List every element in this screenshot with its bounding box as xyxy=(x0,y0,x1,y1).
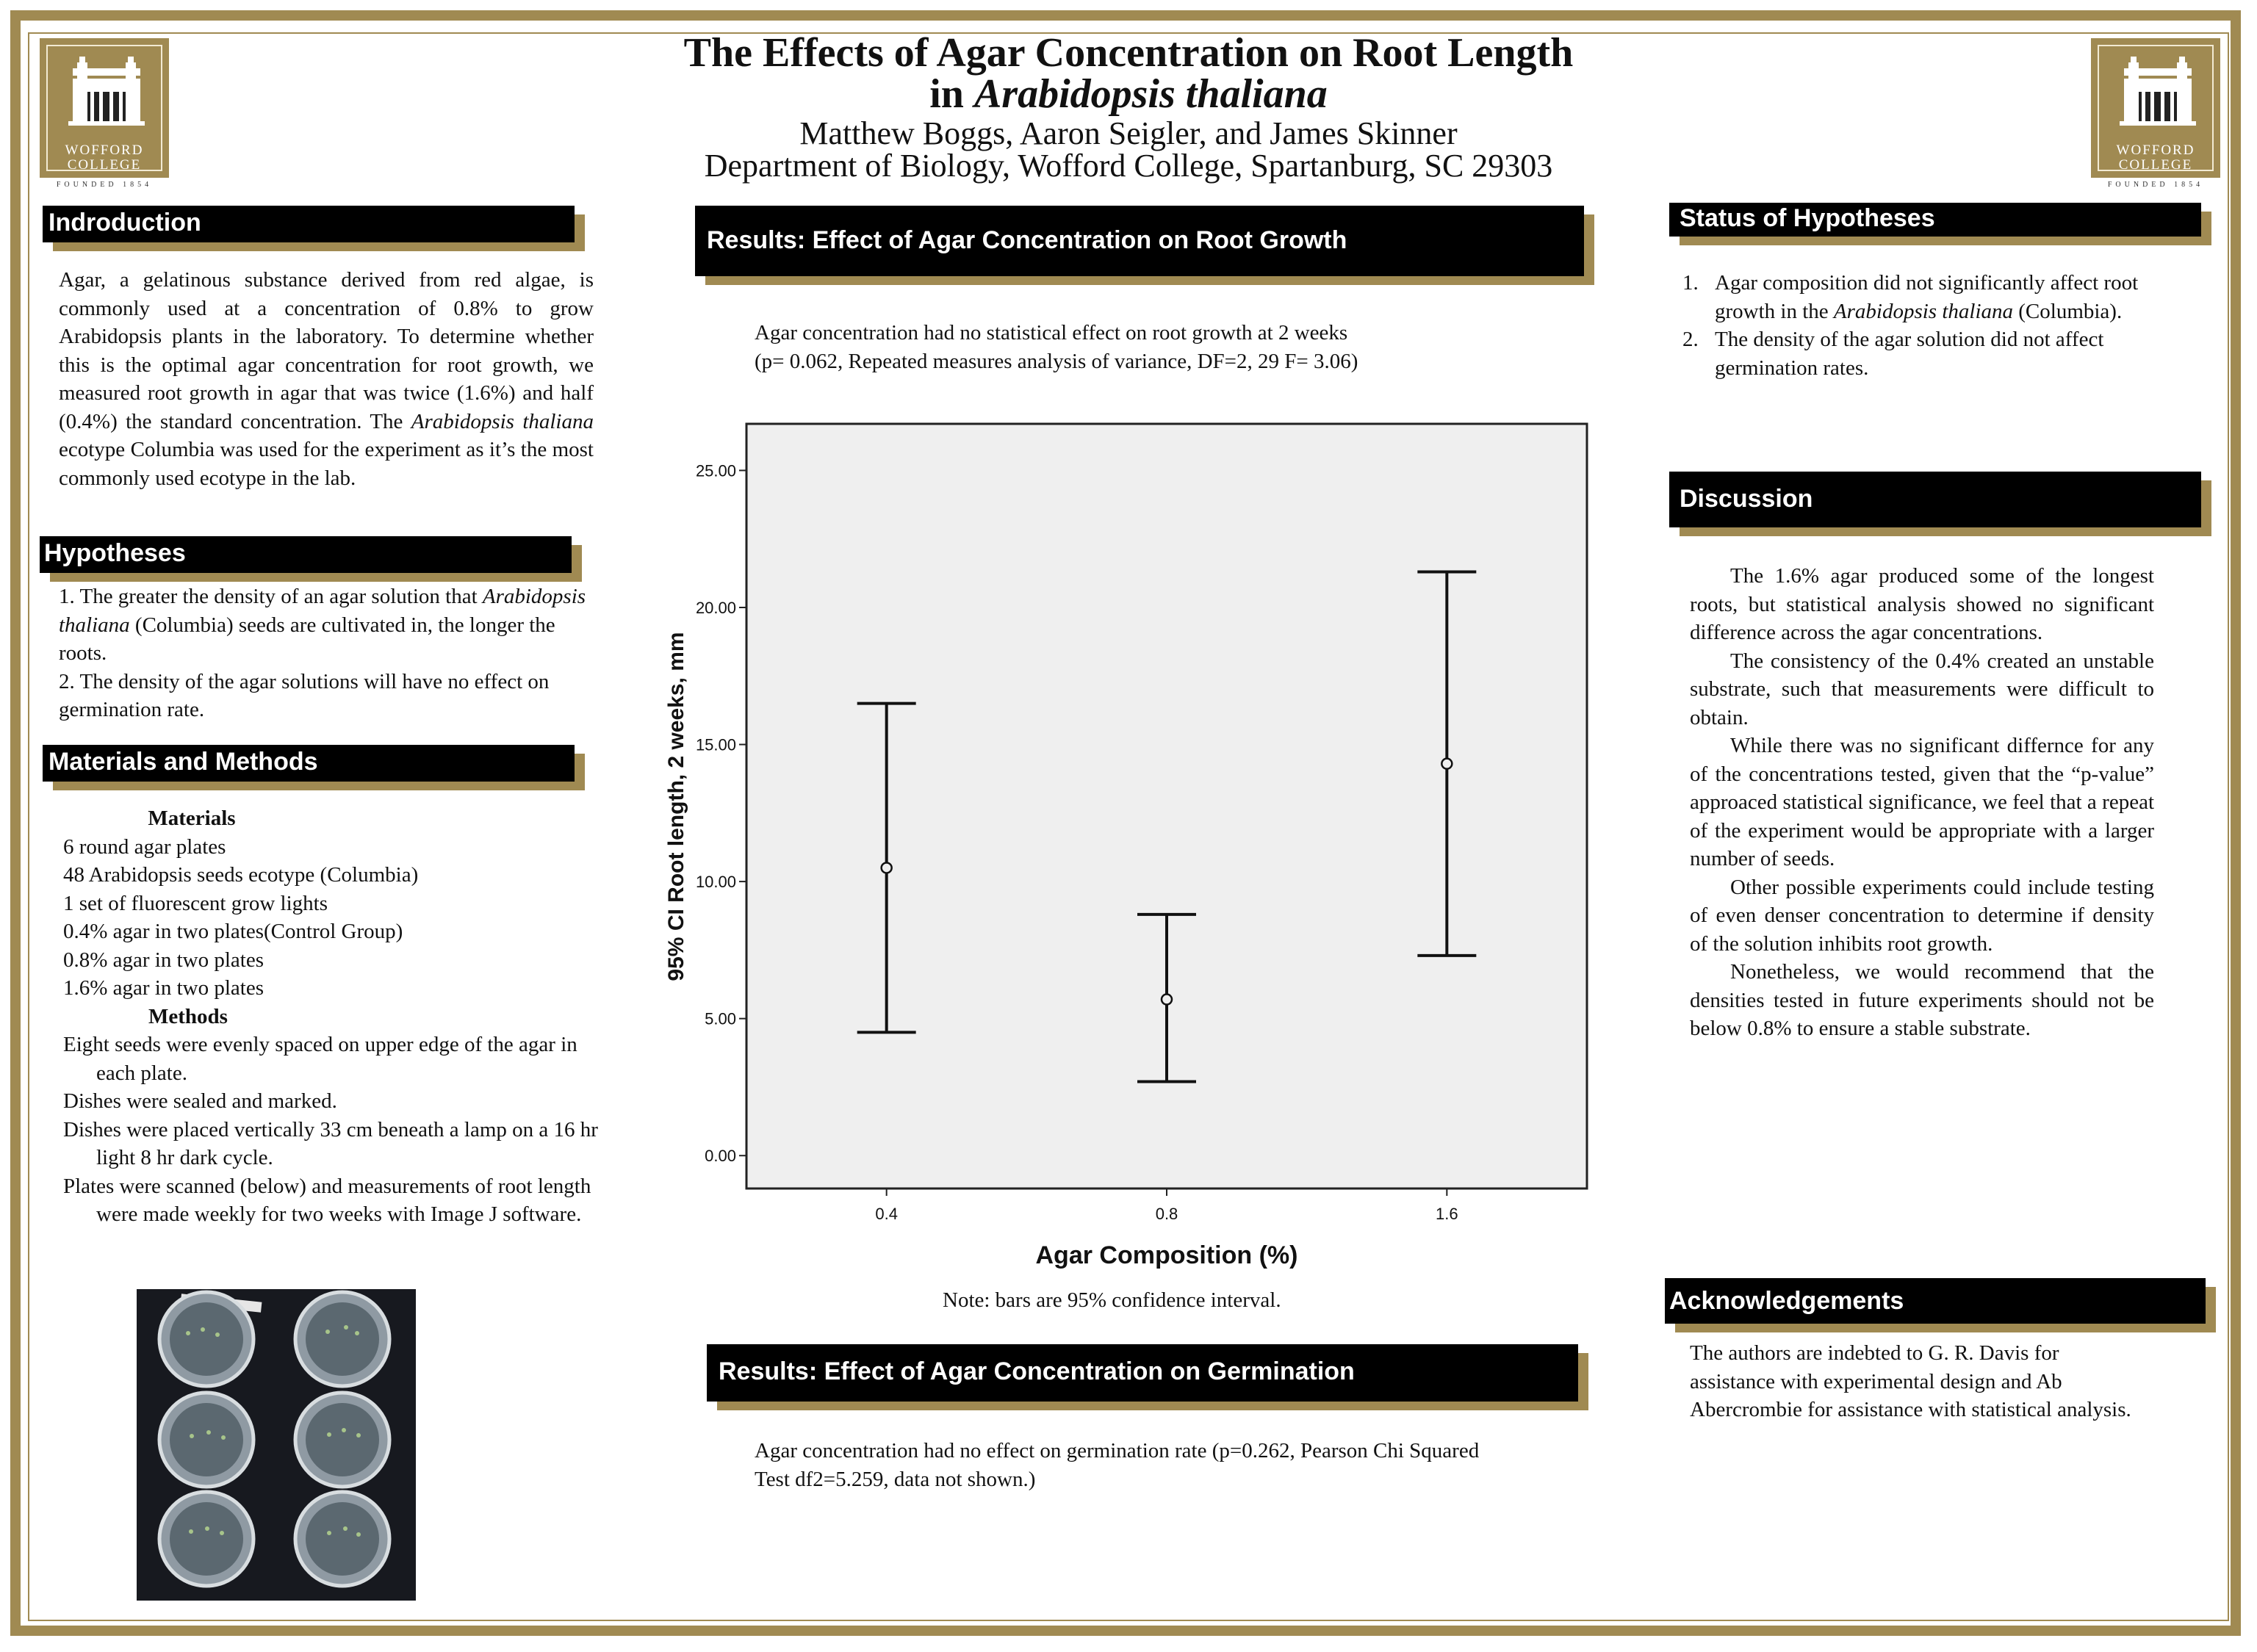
discussion-paragraph: The consistency of the 0.4% created an unstable substrate, such that measurements were difficult to obtain. xyxy=(1690,649,2154,729)
materials-methods-heading: Materials and Methods xyxy=(43,745,575,782)
material-item: 1.6% agar in two plates xyxy=(63,976,264,1000)
methods-title: Methods xyxy=(148,1004,228,1028)
introduction-heading: Indroduction xyxy=(43,206,575,242)
wofford-logo-right xyxy=(2091,38,2220,188)
materials-methods-text xyxy=(63,804,607,1229)
wofford-logo-left xyxy=(40,38,169,188)
introduction-text: Agar, a gelatinous substance derived from red algae, is commonly used at a concentration of 0.8% to grow Arabidopsis plants in the laboratory. To determine whether this is the optimal agar concentration for root growth, we measured root growth in agar that was twice (1.6%) and half (0.4%) the standard concentration. The Arabidopsis thaliana ecotype Columbia was used for the experiment as it’s the most commonly used ecotype in the lab. xyxy=(59,268,594,490)
poster-header xyxy=(184,32,2073,182)
acknowledgements-text: The authors are indebted to G. R. Davis for assistance with experimental design and Ab Abercrombie for assistance with statistical analysis. xyxy=(1690,1341,2131,1421)
y-tick-label: 5.00 xyxy=(705,1009,736,1028)
x-tick-label: 0.4 xyxy=(875,1205,898,1223)
results-germination-text: Agar concentration had no effect on germination rate (p=0.262, Pearson Chi Squared Test df2=5.259, data not shown.) xyxy=(755,1439,1480,1491)
results-root-heading: Results: Effect of Agar Concentration on Root Growth xyxy=(695,206,1584,276)
status-item: 2. The density of the agar solution did not affect germination rates. xyxy=(1682,328,2104,380)
y-axis xyxy=(696,461,746,1165)
hypothesis-2: 2. The density of the agar solutions will have no effect on germination rate. xyxy=(59,669,550,721)
method-step: Dishes were sealed and marked. xyxy=(63,1089,337,1113)
method-step: Eight seeds were evenly spaced on upper edge of the agar in each plate. xyxy=(63,1033,577,1085)
x-axis-label: Agar Composition (%) xyxy=(1035,1241,1298,1269)
mean-point xyxy=(1162,995,1172,1005)
y-tick-label: 10.00 xyxy=(695,873,736,892)
material-item: 0.4% agar in two plates(Control Group) xyxy=(63,920,403,943)
status-item: 1. Agar composition did not significantly affect root growth in the Arabidopsis thaliana (Columbia). xyxy=(1682,271,2139,323)
results-germination-heading: Results: Effect of Agar Concentration on Germination xyxy=(707,1344,1578,1402)
logo-line1: WOFFORD xyxy=(2116,143,2195,158)
mean-point xyxy=(1441,759,1452,769)
x-axis xyxy=(875,1188,1458,1223)
y-axis-label: 95% CI Root length, 2 weeks, mm xyxy=(664,632,688,981)
discussion-paragraph: The 1.6% agar produced some of the longest roots, but statistical analysis showed no significant difference across the agar concentrations. xyxy=(1690,564,2154,644)
logo-founded: FOUNDED 1854 xyxy=(2107,181,2204,189)
acknowledgements-heading: Acknowledgements xyxy=(1665,1278,2206,1324)
logo-line2: COLLEGE xyxy=(2118,157,2193,173)
material-item: 6 round agar plates xyxy=(63,834,226,859)
poster-title-line2: in Arabidopsis thaliana xyxy=(929,71,1328,117)
discussion-paragraph: While there was no significant differnce for any of the concentrations tested, given that the “p-value” approaced statistical significance, we feel that a repeat of the experiment would be appropriate with a larger number of seeds. xyxy=(1690,734,2154,870)
status-text xyxy=(1682,269,2160,382)
discussion-paragraph: Other possible experiments could include testing of even denser concentration to determine if density of the solution inhibits root growth. xyxy=(1690,875,2154,956)
species-name: Arabidopsis thaliana xyxy=(973,71,1328,117)
scanned-agar-plates-photo xyxy=(137,1289,416,1601)
material-item: 48 Arabidopsis seeds ecotype (Columbia) xyxy=(63,863,419,887)
authors: Matthew Boggs, Aaron Seigler, and James Skinner xyxy=(799,115,1458,151)
hypotheses-heading: Hypotheses xyxy=(40,536,572,573)
results-root-text: Agar concentration had no statistical effect on root growth at 2 weeks (p= 0.062, Repeated measures analysis of variance, DF=2, 29 F= 3.06) xyxy=(755,321,1358,373)
logo-line2: COLLEGE xyxy=(67,157,142,173)
hypothesis-1: 1. The greater the density of an agar solution that Arabidopsis thaliana (Columbia) seeds are cultivated in, the longer the roots. xyxy=(59,585,586,665)
root-length-chart xyxy=(647,411,1602,1285)
y-tick-label: 15.00 xyxy=(695,735,736,754)
materials-title: Materials xyxy=(148,807,236,830)
discussion-text xyxy=(1690,562,2154,1043)
x-tick-label: 1.6 xyxy=(1436,1205,1458,1223)
logo-founded: FOUNDED 1854 xyxy=(56,181,153,189)
method-step: Dishes were placed vertically 33 cm beneath a lamp on a 16 hr light 8 hr dark cycle. xyxy=(63,1117,598,1169)
material-item: 1 set of fluorescent grow lights xyxy=(63,891,328,915)
method-step: Plates were scanned (below) and measurements of root length were made weekly for two weeks with Image J software. xyxy=(63,1174,591,1226)
hypotheses-text xyxy=(59,582,598,724)
discussion-paragraph: Nonetheless, we would recommend that the densities tested in future experiments should not be below 0.8% to ensure a stable substrate. xyxy=(1690,960,2154,1040)
affiliation: Department of Biology, Wofford College, Spartanburg, SC 29303 xyxy=(704,148,1553,184)
logo-line1: WOFFORD xyxy=(65,143,144,158)
x-tick-label: 0.8 xyxy=(1155,1205,1178,1223)
mean-point xyxy=(882,862,892,873)
y-tick-label: 20.00 xyxy=(695,598,736,617)
chart-note: Note: bars are 95% confidence interval. xyxy=(943,1288,1281,1312)
status-heading: Status of Hypotheses xyxy=(1669,203,2201,237)
poster-title: The Effects of Agar Concentration on Root Length xyxy=(683,30,1574,76)
material-item: 0.8% agar in two plates xyxy=(63,948,264,972)
y-tick-label: 0.00 xyxy=(705,1147,736,1166)
y-tick-label: 25.00 xyxy=(695,461,736,480)
discussion-heading: Discussion xyxy=(1669,472,2201,527)
